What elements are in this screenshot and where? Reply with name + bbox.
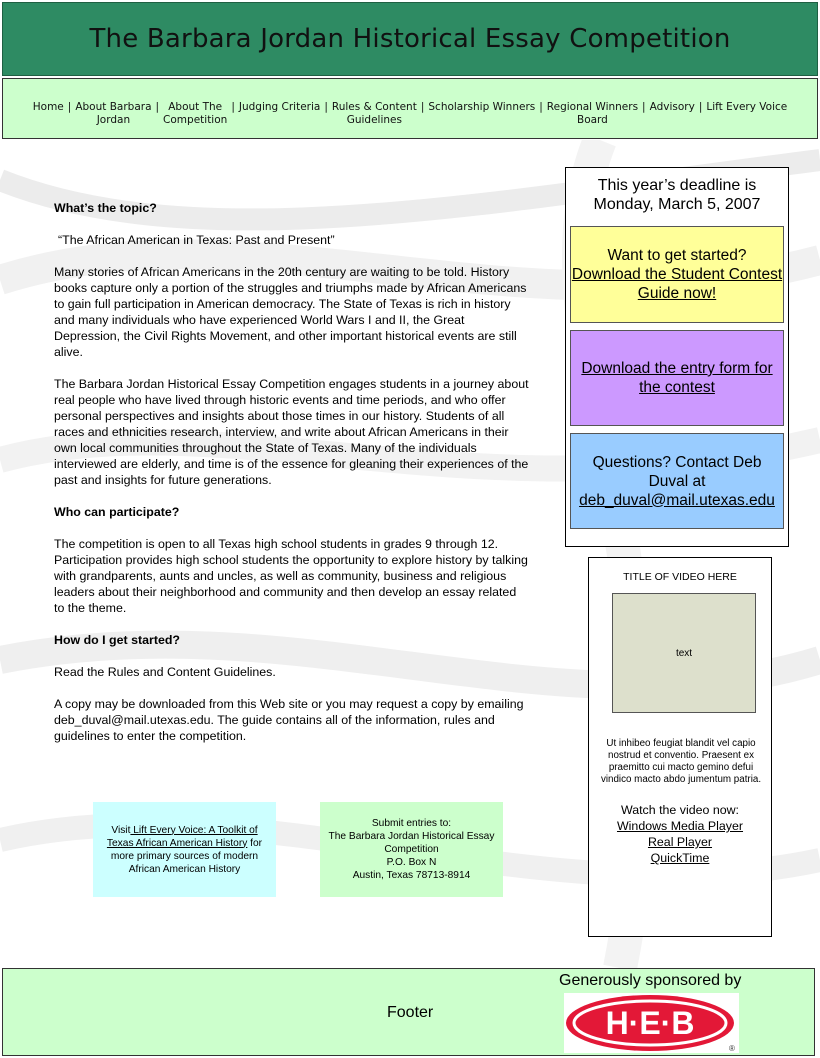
header-banner xyxy=(2,2,818,76)
paragraph-engagement: The Barbara Jordan Historical Essay Competition engages students in a journey about real people who have lived through historic events and time periods, and who offer personal perspectives and insights about those times in our history. Students of all races and ethnicities research, interview, and write about African Americans in their own local communities throughout the State of Texas. Many of the individuals interviewed are elderly, and time is of the essence for gleaning their experiences of the past and insights for future generations. xyxy=(54,377,529,487)
nav-separator: | xyxy=(324,101,328,113)
contact-box xyxy=(570,433,784,529)
deadline-text: This year’s deadline is Monday, March 5, 2007 xyxy=(593,177,761,213)
nav-separator: | xyxy=(539,101,543,113)
nav-about-barbara-jordan[interactable]: About Barbara Jordan xyxy=(75,101,152,126)
participate-heading: Who can participate? xyxy=(54,505,180,519)
heb-registered-mark: ® xyxy=(729,1044,735,1053)
started-heading: How do I get started? xyxy=(54,633,180,647)
toolkit-link[interactable]: Lift Every Voice: A Toolkit of Texas African American History xyxy=(106,824,258,849)
nav-scholarship-winners[interactable]: Scholarship Winners xyxy=(428,101,536,113)
heb-logo-text: H·E·B xyxy=(605,1005,695,1041)
sponsor-text: Generously sponsored by xyxy=(559,972,742,989)
video-panel xyxy=(588,557,772,937)
submit-line: Submit entries to: xyxy=(371,818,452,829)
footer-label: Footer xyxy=(387,1004,434,1021)
topic-quote: “The African American in Texas: Past and Present” xyxy=(58,233,335,247)
nav-about-competition[interactable]: About The Competition xyxy=(163,101,228,126)
student-guide-box xyxy=(570,226,784,323)
submit-line: P.O. Box N xyxy=(386,857,437,868)
paragraph-eligibility: The competition is open to all Texas high school students in grades 9 through 12. Participation provides high school students the opportunity to explore history by talking with grandparents, aunts and uncles, as well as community, business and religious leaders about their neighborhood and community and then develop an essay related to the theme. xyxy=(54,537,528,615)
heb-logo[interactable] xyxy=(564,993,739,1053)
nav-separator: | xyxy=(420,101,425,113)
topic-heading: What’s the topic? xyxy=(54,201,157,215)
contact-email-link[interactable]: deb_duval@mail.utexas.edu xyxy=(579,491,775,509)
deadline-panel xyxy=(565,167,789,547)
nav-regional-winners-board[interactable]: Regional Winners Board xyxy=(546,101,639,126)
video-placeholder-text: text xyxy=(675,647,693,659)
footer xyxy=(2,968,815,1056)
nav-separator: | xyxy=(698,101,703,113)
questions-text: Questions? Contact Deb Duval at xyxy=(592,453,762,490)
paragraph-copy: A copy may be downloaded from this Web site or you may request a copy by emailing deb_duval@mail.utexas.edu. The guide contains all of the information, rules and guidelines to enter the competition. xyxy=(54,697,524,743)
submit-line: Austin, Texas 78713-8914 xyxy=(352,870,471,881)
nav-home[interactable]: Home xyxy=(32,101,64,113)
quicktime-link[interactable]: QuickTime xyxy=(650,851,710,865)
video-placeholder[interactable] xyxy=(612,593,756,713)
nav-advisory[interactable]: Advisory xyxy=(649,101,695,113)
toolkit-text: Visit Lift Every Voice: A Toolkit of Texas African American History for more primary sources of modern African American History xyxy=(106,824,263,875)
nav-judging-criteria[interactable]: Judging Criteria xyxy=(238,101,321,113)
paragraph-rules: Read the Rules and Content Guidelines. xyxy=(54,665,276,679)
paragraph-history: Many stories of African Americans in the 20th century are waiting to be told. History books capture only a portion of the struggles and triumphs made by African Americans to gain full participation in American democracy. The State of Texas is rich in history and many individuals who have experienced World Wars I and II, the Great Depression, the Civil Rights Movement, and other important historical events are still alive. xyxy=(54,265,527,359)
nav-separator: | xyxy=(231,101,235,113)
toolkit-box xyxy=(93,802,276,897)
windows-media-player-link[interactable]: Windows Media Player xyxy=(616,819,744,833)
get-started-text: Want to get started? xyxy=(607,247,747,264)
entry-form-box xyxy=(570,330,784,426)
submit-line: The Barbara Jordan Historical Essay Competition xyxy=(328,831,495,855)
nav-separator: | xyxy=(67,101,72,113)
nav-separator: | xyxy=(155,101,160,113)
watch-label: Watch the video now: xyxy=(620,803,739,817)
video-description: Ut inhibeo feugiat blandit vel capio nostrud et conventio. Praesent ex praemitto cui macto gemino defui vindico macto abdo jumentum patria. xyxy=(600,738,762,785)
nav-lift-every-voice[interactable]: Lift Every Voice xyxy=(706,101,788,113)
video-watch-links xyxy=(589,802,771,866)
download-guide-link[interactable]: Download the Student Contest Guide now! xyxy=(571,266,783,302)
download-entry-form-link[interactable]: Download the entry form for the contest xyxy=(581,360,773,396)
submit-address-box xyxy=(320,802,503,897)
nav-rules-content-guidelines[interactable]: Rules & Content Guidelines xyxy=(331,101,417,126)
site-title: The Barbara Jordan Historical Essay Competition xyxy=(89,24,731,54)
main-content xyxy=(54,200,529,744)
video-title: TITLE OF VIDEO HERE xyxy=(623,571,737,583)
nav-separator: | xyxy=(642,101,646,113)
real-player-link[interactable]: Real Player xyxy=(647,835,713,849)
nav-bar xyxy=(2,78,818,139)
